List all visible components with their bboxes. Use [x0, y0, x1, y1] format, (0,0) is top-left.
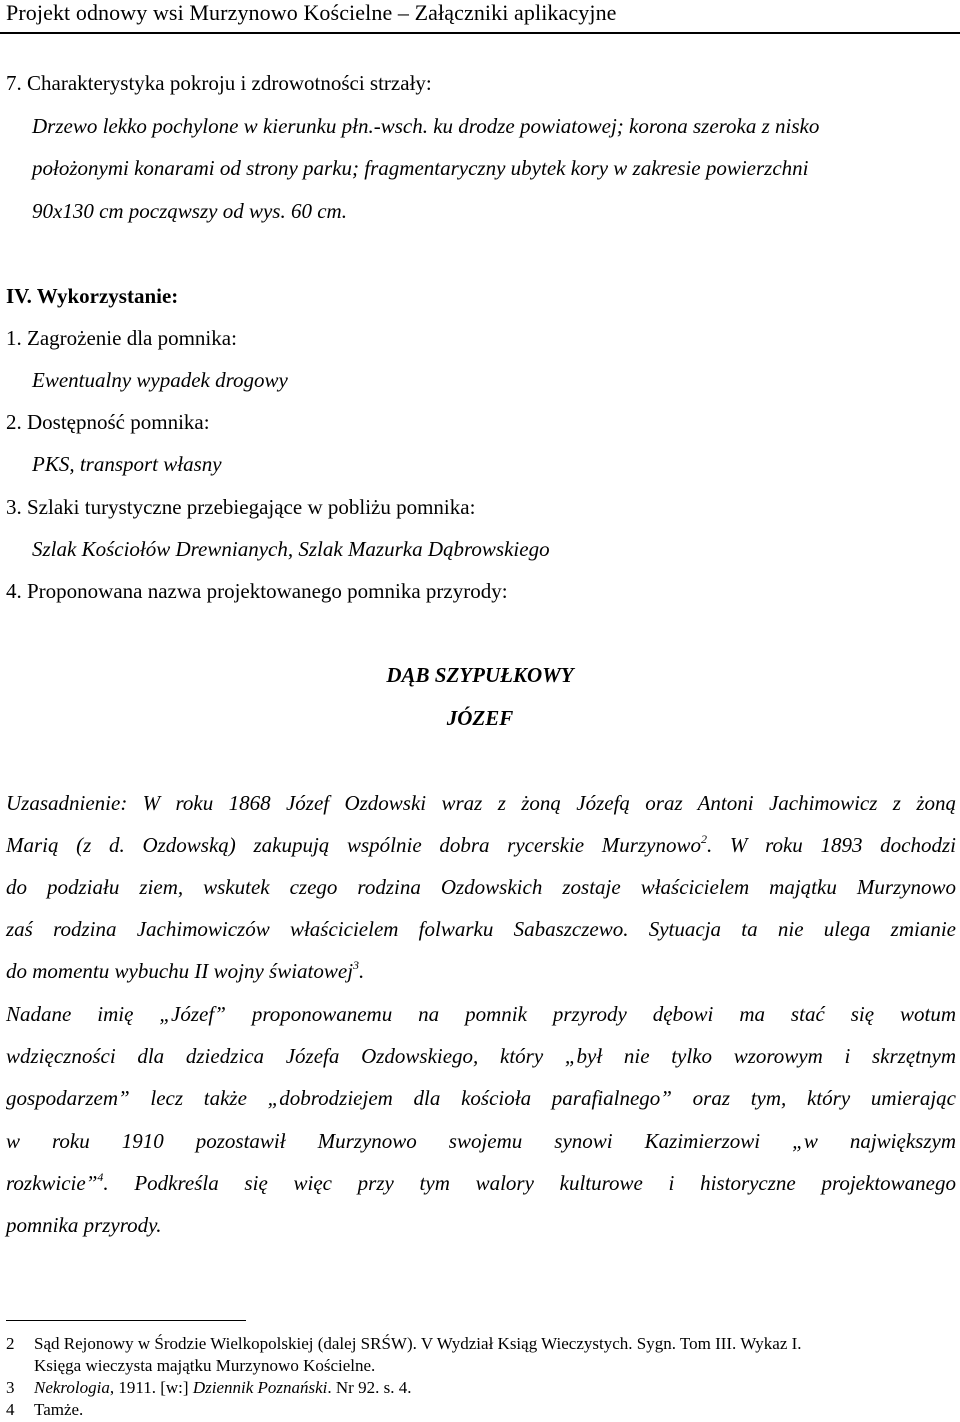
- section-7-line-2: położonymi konarami od strony parku; fragmentaryczny ubytek kory w zakresie powierzchni: [32, 156, 809, 180]
- justification-p2-line-1: Nadane imię „Józef” proponowanemu na pomnik przyrody dębowi ma stać się wotum: [6, 1002, 956, 1026]
- item-1-label: 1. Zagrożenie dla pomnika:: [6, 326, 237, 350]
- justification-p2-line-6: pomnika przyrody.: [6, 1213, 162, 1237]
- section-7-heading: 7. Charakterystyka pokroju i zdrowotności strzały:: [6, 71, 432, 95]
- justification-p2-line-3: gospodarzem” lecz także „dobrodziejem dla kościoła parafialnego” oraz tym, który umierając: [6, 1086, 956, 1110]
- item-4-label: 4. Proponowana nazwa projektowanego pomnika przyrody:: [6, 579, 508, 603]
- justification-line-1: Uzasadnienie: W roku 1868 Józef Ozdowski wraz z żoną Józefą oraz Antoni Jachimowicz z żoną: [6, 791, 956, 815]
- footnote-2-line-2: Księga wieczysta majątku Murzynowo Kościelne.: [34, 1356, 376, 1375]
- justification-line-2: Marią (z d. Ozdowską) zakupują wspólnie dobra rycerskie Murzynowo$^2$. W roku 1893 dochodzi: [6, 832, 956, 857]
- footnote-4-text: Tamże.: [34, 1400, 84, 1419]
- section-7-line-1: Drzewo lekko pochylone w kierunku płn.-wsch. ku drodze powiatowej; korona szeroka z nisko: [32, 114, 820, 138]
- running-header: Projekt odnowy wsi Murzynowo Kościelne – Załączniki aplikacyjne: [6, 0, 617, 25]
- footnote-3-text: Nekrologia, 1911. [w:] Dziennik Poznański. Nr 92. s. 4.: [34, 1378, 412, 1397]
- justification-line-5: do momentu wybuchu II wojny światowej$^3$.: [6, 958, 365, 983]
- proposed-name-line-2: JÓZEF: [446, 706, 514, 730]
- item-3-value: Szlak Kościołów Drewnianych, Szlak Mazurka Dąbrowskiego: [32, 537, 550, 561]
- footnote-divider: [6, 1320, 246, 1321]
- footnote-2-line-1: Sąd Rejonowy w Środzie Wielkopolskiej (dalej SRŚW). V Wydział Ksiąg Wieczystych. Sygn. Tom III. Wykaz I.: [34, 1334, 802, 1353]
- proposed-name-line-1: DĄB SZYPUŁKOWY: [386, 663, 574, 687]
- footnote-ref-2: 2: [700, 832, 707, 846]
- item-2-label: 2. Dostępność pomnika:: [6, 410, 210, 434]
- footnote-ref-3: 3: [353, 958, 360, 972]
- item-1-value: Ewentualny wypadek drogowy: [32, 368, 288, 392]
- footnote-4-number: 4: [6, 1400, 15, 1419]
- justification-p2-line-2: wdzięczności dla dziedzica Józefa Ozdowskiego, który „był nie tylko wzorowym i skrzętnym: [6, 1044, 956, 1068]
- section-7-line-3: 90x130 cm począwszy od wys. 60 cm.: [32, 199, 347, 223]
- footnote-2-number: 2: [6, 1334, 15, 1353]
- justification-line-4: zaś rodzina Jachimowiczów właścicielem folwarku Sabaszczewo. Sytuacja ta nie ulega zmianie: [6, 917, 956, 941]
- footnote-3-number: 3: [6, 1378, 15, 1397]
- section-iv-heading: IV. Wykorzystanie:: [6, 284, 179, 308]
- header-divider: [0, 32, 960, 34]
- footnote-ref-4: 4: [97, 1170, 104, 1184]
- justification-p2-line-4: w roku 1910 pozostawił Murzynowo swojemu synowi Kazimierzowi „w największym: [6, 1129, 956, 1153]
- justification-line-3: do podziału ziem, wskutek czego rodzina Ozdowskich zostaje właścicielem majątku Murzynowo: [6, 875, 956, 899]
- item-2-value: PKS, transport własny: [32, 452, 222, 476]
- item-3-label: 3. Szlaki turystyczne przebiegające w pobliżu pomnika:: [6, 495, 476, 519]
- justification-p2-line-5: rozkwicie”$^4$. Podkreśla się więc przy tym walory kulturowe i historyczne projektowanego: [6, 1170, 956, 1195]
